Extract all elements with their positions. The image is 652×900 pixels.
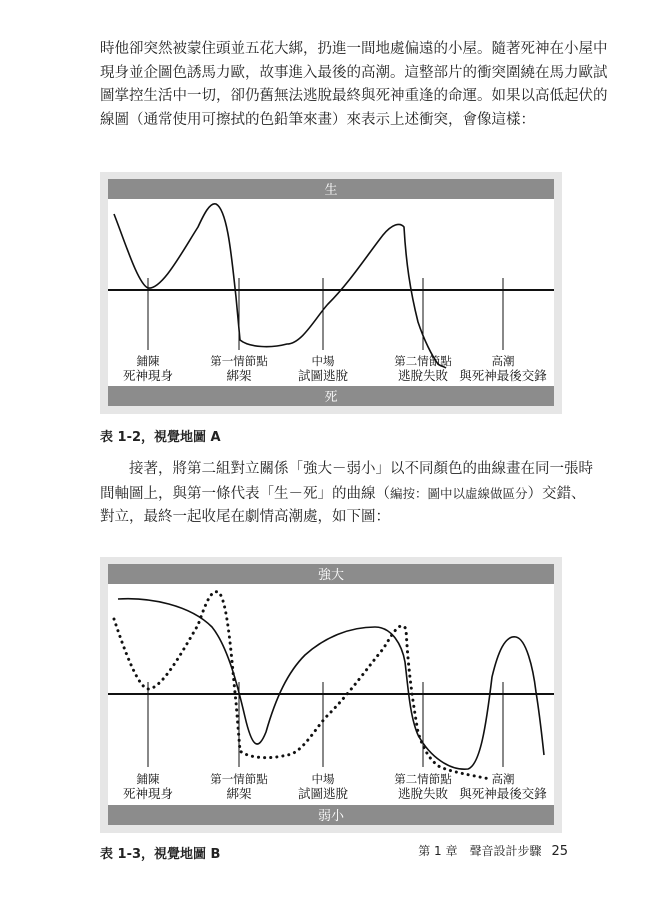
- page-footer: [418, 842, 568, 859]
- figure-b-marker-label-top: 鋪陳: [136, 772, 160, 786]
- paragraph-1-line: 時他卻突然被蒙住頭並五花大綁，扔進一間地處偏遠的小屋。隨著死神在小屋中: [100, 41, 608, 57]
- figure-a-top-label: 生: [324, 183, 338, 198]
- figure-a-marker-label-bottom: 與死神最後交鋒: [459, 368, 547, 383]
- figure-b-marker-label-bottom: 逃脫失敗: [397, 786, 449, 801]
- figure-a-caption: 表 1-2，視覺地圖 A: [100, 430, 221, 445]
- figure-b-marker-label-top: 高潮: [491, 772, 515, 786]
- figure-b-diagram: [100, 557, 562, 833]
- figure-b-top-label: 強大: [317, 568, 345, 583]
- figure-a-marker-label-top: 鋪陳: [136, 354, 160, 368]
- figure-a-marker-label-top: 第一情節點: [210, 354, 268, 368]
- figure-b-marker-label-bottom: 與死神最後交鋒: [459, 786, 547, 801]
- paragraph-1-line: 圖掌控生活中一切，卻仍舊無法逃脫最終與死神重逢的命運。如果以高低起伏的: [100, 88, 608, 104]
- figure-a-diagram: [100, 172, 562, 414]
- editor-note: 編按：圖中以虛線做區分: [390, 485, 528, 501]
- figure-b-marker-label-bottom: 綁架: [226, 786, 252, 801]
- figure-b-marker-label-bottom: 死神現身: [122, 786, 174, 801]
- figure-b-marker-label-top: 中場: [311, 772, 335, 786]
- figure-a: [100, 172, 562, 414]
- figure-b-marker-label-top: 第二情節點: [394, 772, 452, 786]
- figure-a-marker-label-top: 高潮: [491, 354, 515, 368]
- figure-a-marker-label-top: 中場: [311, 354, 335, 368]
- figure-a-marker-label-top: 第二情節點: [394, 354, 452, 368]
- paragraph-1: [100, 38, 608, 132]
- figure-b-marker-label-top: 第一情節點: [210, 772, 268, 786]
- paragraph-2-line: [100, 482, 586, 507]
- paragraph-2-text: 間軸圖上，與第一條代表「生－死」的曲線（: [100, 485, 390, 502]
- figure-a-marker-label-bottom: 綁架: [226, 368, 252, 383]
- paragraph-2: [100, 458, 593, 530]
- figure-a-marker-label-bottom: 試圖逃脫: [297, 368, 349, 383]
- paragraph-1-line: 現身並企圖色誘馬力歐，故事進入最後的高潮。這整部片的衝突圍繞在馬力歐試: [100, 64, 608, 81]
- figure-a-marker-label-bottom: 死神現身: [122, 368, 174, 383]
- chapter-running-head: 第 1 章 聲音設計步驟: [418, 844, 542, 858]
- paragraph-2-line: 對立，最終一起收尾在劇情高潮處，如下圖：: [100, 509, 390, 525]
- paragraph-2-line: 接著，將第二組對立關係「強大－弱小」以不同顏色的曲線畫在同一張時: [129, 461, 593, 477]
- paragraph-1-line: 線圖（通常使用可擦拭的色鉛筆來畫）來表示上述衝突，會像這樣：: [100, 111, 535, 128]
- figure-b-caption: 表 1-3，視覺地圖 B: [100, 847, 221, 862]
- figure-a-marker-label-bottom: 逃脫失敗: [397, 368, 449, 383]
- figure-b: [100, 557, 562, 833]
- paragraph-2-text: ）交錯、: [527, 485, 586, 502]
- figure-b-marker-label-bottom: 試圖逃脫: [297, 786, 349, 801]
- figure-b-bottom-label: 弱小: [317, 809, 345, 824]
- figure-a-bottom-label: 死: [324, 390, 338, 405]
- page-number: 25: [551, 844, 568, 859]
